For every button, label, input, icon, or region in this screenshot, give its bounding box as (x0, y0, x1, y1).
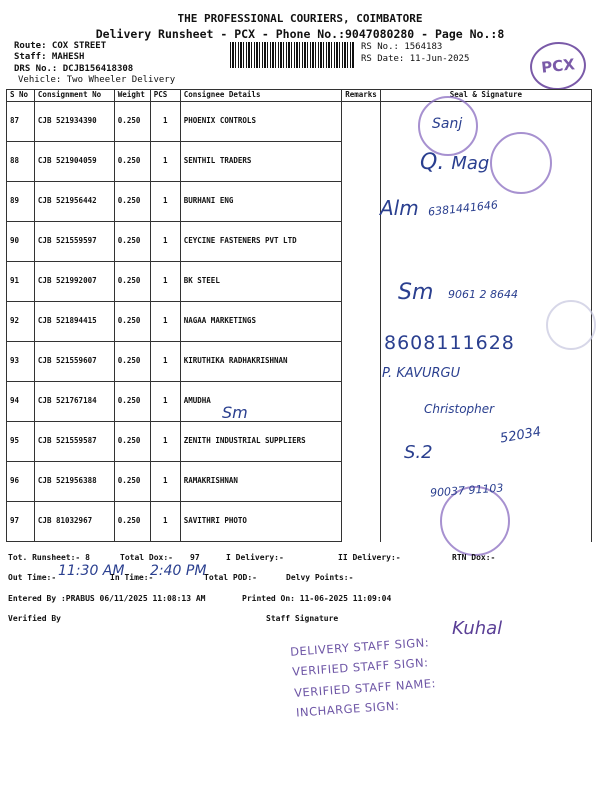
rs-date: RS Date: 11-Jun-2025 (361, 54, 470, 64)
table-row (7, 102, 592, 142)
cell-weight: 0.250 (114, 302, 150, 342)
cell-sno: 91 (7, 262, 35, 302)
cell-remarks (342, 462, 381, 502)
cell-pcs: 1 (150, 262, 180, 302)
cell-pcs: 1 (150, 182, 180, 222)
handwritten-signature: Sm (222, 403, 248, 422)
cell-remarks (342, 102, 381, 142)
cell-remarks (342, 262, 381, 302)
cell-pcs: 1 (150, 382, 180, 422)
rtn-dox: RTN Dox:- (452, 553, 496, 562)
handwritten-signature: Q. Mag (420, 150, 490, 175)
cell-consignment: CJB 521904059 (34, 142, 114, 182)
col-seal-signature: Seal & Signature (380, 90, 591, 102)
handwritten-phone: 8608111628 (384, 332, 515, 354)
ii-delivery: II Delivery:- (338, 553, 401, 562)
handwritten-name: Christopher (424, 402, 495, 416)
cell-consignee: SAVITHRI PHOTO (180, 502, 341, 542)
col-consignee: Consignee Details (180, 90, 341, 102)
cell-consignment: CJB 521559597 (34, 222, 114, 262)
handwritten-signature: S.2 (404, 442, 433, 463)
col-weight: Weight (114, 90, 150, 102)
cell-sno: 87 (7, 102, 35, 142)
handwritten-signature: Alm (380, 196, 419, 220)
cell-seal (380, 222, 591, 262)
runsheet-title: Delivery Runsheet - PCX - Phone No.:9047080280 - Page No.:8 (95, 27, 505, 41)
cell-sno: 90 (7, 222, 35, 262)
cell-sno: 95 (7, 422, 35, 462)
cell-seal (380, 102, 591, 142)
cell-remarks (342, 302, 381, 342)
cell-consignee: KIRUTHIKA RADHAKRISHNAN (180, 342, 341, 382)
cell-consignment: CJB 521559587 (34, 422, 114, 462)
cell-weight: 0.250 (114, 262, 150, 302)
table-header-row (7, 90, 592, 102)
stamp-verified-staff-name: VERIFIED STAFF NAME: (293, 676, 437, 700)
cell-remarks (342, 342, 381, 382)
cell-weight: 0.250 (114, 102, 150, 142)
cell-consignee: SENTHIL TRADERS (180, 142, 341, 182)
cell-consignee: PHOENIX CONTROLS (180, 102, 341, 142)
stamp-incharge-sign: INCHARGE SIGN: (295, 698, 400, 720)
cell-pcs: 1 (150, 142, 180, 182)
cell-consignment: CJB 521934390 (34, 102, 114, 142)
col-pcs: PCS (150, 90, 180, 102)
total-dox-value: 97 (190, 553, 200, 562)
cell-sno: 93 (7, 342, 35, 382)
cell-consignee: CEYCINE FASTENERS PVT LTD (180, 222, 341, 262)
i-delivery: I Delivery:- (226, 553, 284, 562)
drs-number: DRS No.: DCJB156418308 (14, 64, 134, 74)
cell-pcs: 1 (150, 462, 180, 502)
handwritten-in-time: 2:40 PM (150, 563, 207, 579)
stamp-delivery-staff-sign: DELIVERY STAFF SIGN: (289, 635, 430, 659)
cell-consignment: CJB 521956442 (34, 182, 114, 222)
cell-sno: 89 (7, 182, 35, 222)
printed-on: Printed On: 11-06-2025 11:09:04 (242, 594, 392, 603)
cell-consignment: CJB 521767184 (34, 382, 114, 422)
handwritten-phone: 6381441646 (427, 198, 499, 219)
cell-pcs: 1 (150, 502, 180, 542)
cell-pcs: 1 (150, 222, 180, 262)
cell-consignment: CJB 521956388 (34, 462, 114, 502)
in-time: In Time:- (110, 573, 154, 582)
cell-pcs: 1 (150, 342, 180, 382)
vehicle: Vehicle: Two Wheeler Delivery (18, 75, 176, 85)
cell-consignee: AMUDHA (180, 382, 341, 422)
table-row (7, 222, 592, 262)
rs-number: RS No.: 1564183 (361, 42, 443, 52)
cell-weight: 0.250 (114, 182, 150, 222)
cell-pcs: 1 (150, 102, 180, 142)
handwritten-signature: Sm (398, 280, 434, 305)
pcx-stamp: PCX (528, 39, 589, 93)
handwritten-out-time: 11:30 AM (58, 563, 125, 579)
handwritten-signature: Sanj (432, 116, 463, 132)
table-row (7, 462, 592, 502)
cell-consignee: ZENITH INDUSTRIAL SUPPLIERS (180, 422, 341, 462)
cell-pcs: 1 (150, 302, 180, 342)
col-sno: S No (7, 90, 35, 102)
cell-consignee: RAMAKRISHNAN (180, 462, 341, 502)
tot-runsheet: Tot. Runsheet:- 8 (8, 553, 90, 562)
handwritten-phone: 90037 91103 (429, 481, 504, 500)
total-pod: Total POD:- (204, 573, 257, 582)
out-time: Out Time:- (8, 573, 57, 582)
staff-signature: Staff Signature (266, 614, 339, 623)
stamp-verified-staff-sign: VERIFIED STAFF SIGN: (291, 655, 429, 679)
cell-consignment: CJB 81032967 (34, 502, 114, 542)
cell-weight: 0.250 (114, 222, 150, 262)
seal-stamp (546, 300, 596, 350)
cell-consignee: BK STEEL (180, 262, 341, 302)
table-row (7, 382, 592, 422)
company-name: THE PROFESSIONAL COURIERS, COIMBATORE (177, 12, 423, 25)
barcode (230, 42, 355, 68)
cell-remarks (342, 222, 381, 262)
route: Route: COX STREET (14, 41, 107, 51)
cell-sno: 94 (7, 382, 35, 422)
staff: Staff: MAHESH (14, 52, 85, 62)
handwritten-signature: Kuhal (452, 618, 503, 639)
cell-remarks (342, 382, 381, 422)
cell-sno: 88 (7, 142, 35, 182)
cell-remarks (342, 142, 381, 182)
cell-weight: 0.250 (114, 342, 150, 382)
cell-weight: 0.250 (114, 422, 150, 462)
cell-weight: 0.250 (114, 142, 150, 182)
cell-pcs: 1 (150, 422, 180, 462)
col-consignment: Consignment No (34, 90, 114, 102)
cell-sno: 96 (7, 462, 35, 502)
cell-remarks (342, 502, 381, 542)
cell-remarks (342, 422, 381, 462)
cell-sno: 92 (7, 302, 35, 342)
handwritten-phone: 9061 2 8644 (448, 288, 518, 301)
cell-consignee: NAGAA MARKETINGS (180, 302, 341, 342)
cell-remarks (342, 182, 381, 222)
handwritten-name: P. KAVURGU (382, 366, 461, 381)
entered-by: Entered By :PRABUS 06/11/2025 11:08:13 AM (8, 594, 206, 603)
seal-stamp (490, 132, 552, 194)
cell-consignment: CJB 521992007 (34, 262, 114, 302)
cell-weight: 0.250 (114, 462, 150, 502)
cell-consignment: CJB 521559607 (34, 342, 114, 382)
verified-by: Verified By (8, 614, 61, 623)
total-dox-label: Total Dox:- (120, 553, 173, 562)
cell-consignee: BURHANI ENG (180, 182, 341, 222)
cell-sno: 97 (7, 502, 35, 542)
handwritten-number: 52034 (499, 424, 543, 447)
cell-weight: 0.250 (114, 382, 150, 422)
col-remarks: Remarks (342, 90, 381, 102)
delvy-points: Delvy Points:- (286, 573, 354, 582)
cell-consignment: CJB 521894415 (34, 302, 114, 342)
cell-weight: 0.250 (114, 502, 150, 542)
